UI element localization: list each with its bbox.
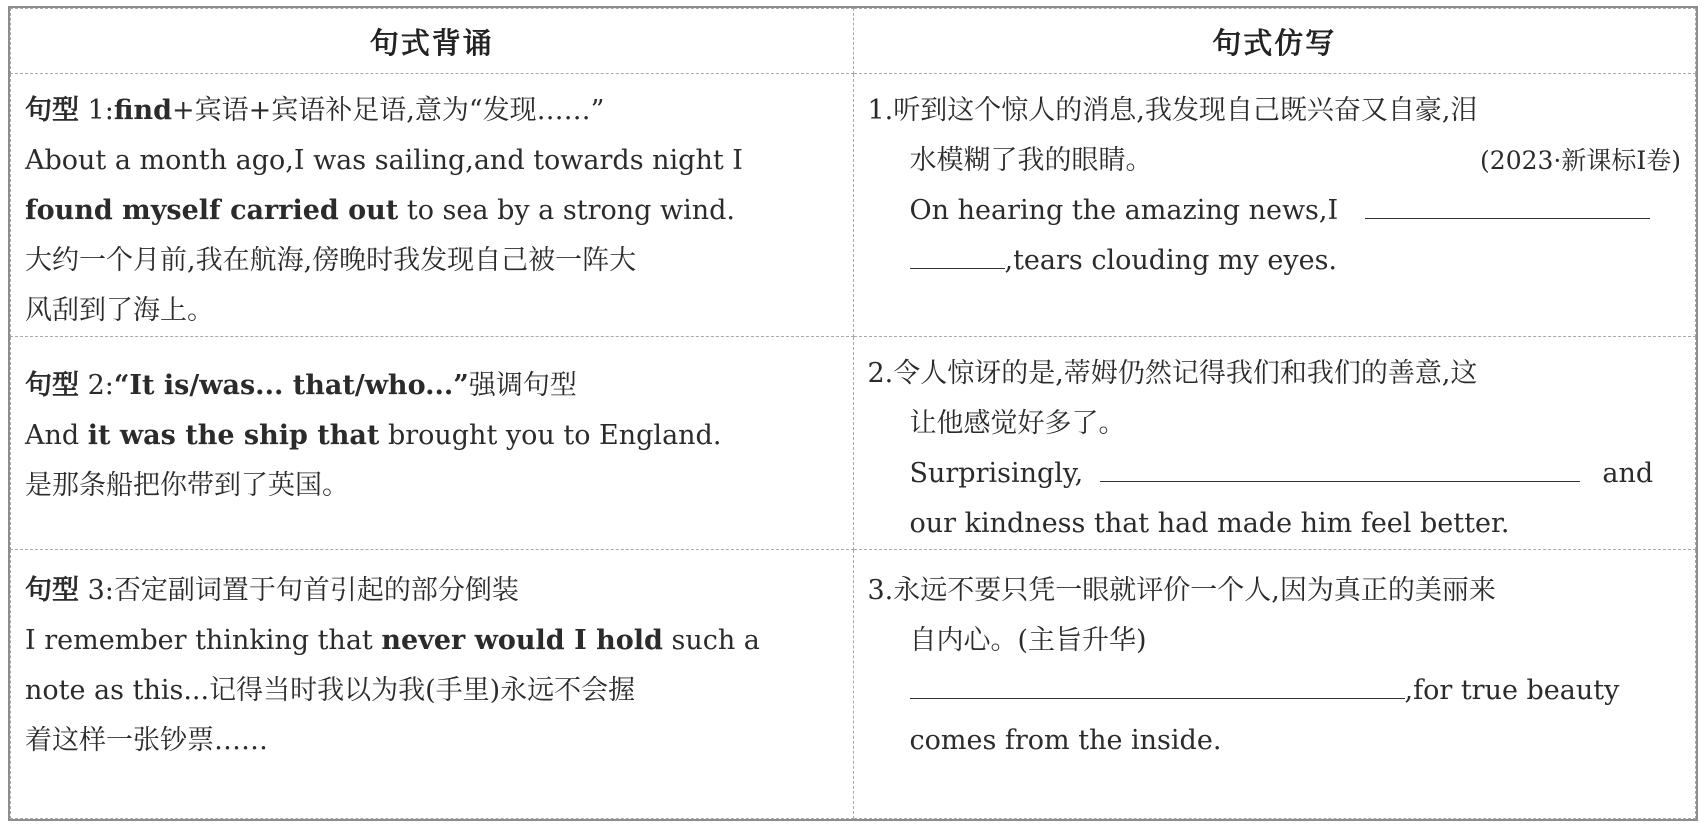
answer-blank[interactable] [1365,188,1650,219]
exercise-prompt: 自内心。(主旨升华) [909,625,1147,656]
pattern-cell-3 [11,550,854,819]
exercise-cell-2 [853,337,1696,550]
exercise-prompt: 水模糊了我的眼睛。 (2023·新课标Ⅰ卷) [868,136,1682,186]
exercise-prompt: 3.永远不要只凭一眼就评价一个人,因为真正的美丽来 [867,575,1496,606]
english-example-line: note as this...记得当时我以为我(手里)永远不会握 [25,675,636,706]
exercise-english: comes from the inside. [909,725,1222,756]
chinese-translation-line: 风刮到了海上。 [25,295,214,326]
exercise-english: Surprisingly, and [868,449,1682,499]
answer-blank[interactable] [910,238,1005,269]
header-recite: 句式背诵 [11,9,854,74]
pattern-title-1: 句型 1:find+宾语+宾语补足语,意为“发现……” [25,95,605,126]
chinese-translation-line: 大约一个月前,我在航海,傍晚时我发现自己被一阵大 [25,245,637,276]
chinese-translation-line: 着这样一张钞票…… [25,725,268,756]
exercise-english: On hearing the amazing news,I [868,186,1682,236]
exercise-cell-1 [853,74,1696,337]
exercise-english: our kindness that had made him feel better. [909,508,1510,539]
source-note: (2023·新课标Ⅰ卷) [1480,146,1681,175]
english-example-line: And it was the ship that brought you to England. [25,420,722,451]
answer-blank[interactable] [910,668,1405,699]
pattern-title-3: 句型 3:否定副词置于句首引起的部分倒装 [25,575,519,606]
exercise-prompt: 让他感觉好多了。 [909,408,1126,439]
exercise-english: ,for true beauty [868,666,1682,716]
english-example-line: found myself carried out to sea by a strong wind. [25,195,735,226]
pattern-title-2: 句型 2:“It is/was... that/who...”强调句型 [25,370,577,401]
chinese-translation-line: 是那条船把你带到了英国。 [25,470,349,501]
exercise-prompt: 1.听到这个惊人的消息,我发现自己既兴奋又自豪,泪 [867,95,1478,126]
pattern-cell-2 [11,337,854,550]
english-example-line: I remember thinking that never would I hold such a [25,625,760,656]
pattern-table [8,6,1698,821]
exercise-prompt: 2.令人惊讶的是,蒂姆仍然记得我们和我们的善意,这 [867,358,1478,389]
answer-blank[interactable] [1100,451,1580,482]
header-imitate: 句式仿写 [853,9,1696,74]
exercise-english: ,tears clouding my eyes. [868,236,1682,286]
english-example-line: About a month ago,I was sailing,and towards night I [25,145,743,176]
exercise-cell-3 [853,550,1696,819]
pattern-cell-1 [11,74,854,337]
